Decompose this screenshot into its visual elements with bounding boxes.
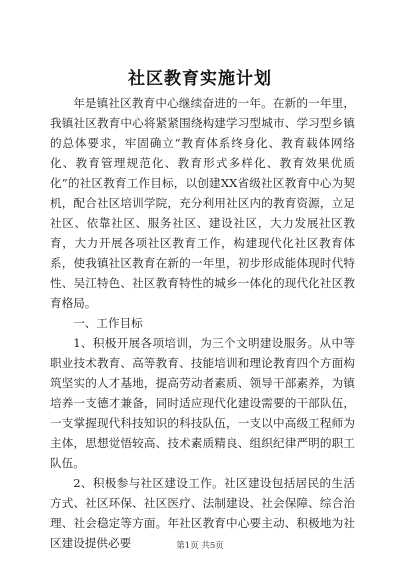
goal-item-2: 2、积极参与社区建设工作。社区建设包括居民的生活方式、社区环保、社区医疗、法制建设、社会保障、综合治理、社会稳定等方面。年社区教育中心要主动、积极地为社区建设提供必要 [50,476,355,550]
intro-paragraph: 年是镇社区教育中心继续奋进的一年。在新的一年里，我镇社区教育中心将紧紧围绕构建学习型城市、学习型乡镇的总体要求，牢固确立“教育体系终身化、教育载体网络化、教育管理规范化、教育形式多样化、教育效果优质化”的社区教育工作目标，以创建XX省级社区教育中心为契机，配合社区培训学院，充分利用社区内的教育资源，立足社区、依靠社区、服务社区、建设社区，大力发展社区教育，大力开展各项社区教育工作，构建现代化社区教育体系，使我镇社区教育在新的一年里，初步形成能体现时代特性、吴江特色、社区教育特性的城乡一体化的现代化社区教育格局。 [50,96,355,310]
document-title: 社区教育实施计划 [128,69,272,89]
goal-item-1: 1、积极开展各项培训，为三个文明建设服务。从中等职业技术教育、高等教育、技能培训和理论教育四个方面构筑坚实的人才基地，提高劳动者素质、领导干部素养，为镇培养一支德才兼备，同时适应现代化建设需要的干部队伍，一支掌握现代科技知识的科技队伍，一支以中高级工程师为主体，思想觉悟较高、技术素质精良、组织纪律严明的职工队伍。 [50,336,355,470]
page-number-footer: 第1页 共5页 [176,541,224,551]
document-body [50,93,355,553]
section-heading: 一、工作目标 [73,316,143,330]
